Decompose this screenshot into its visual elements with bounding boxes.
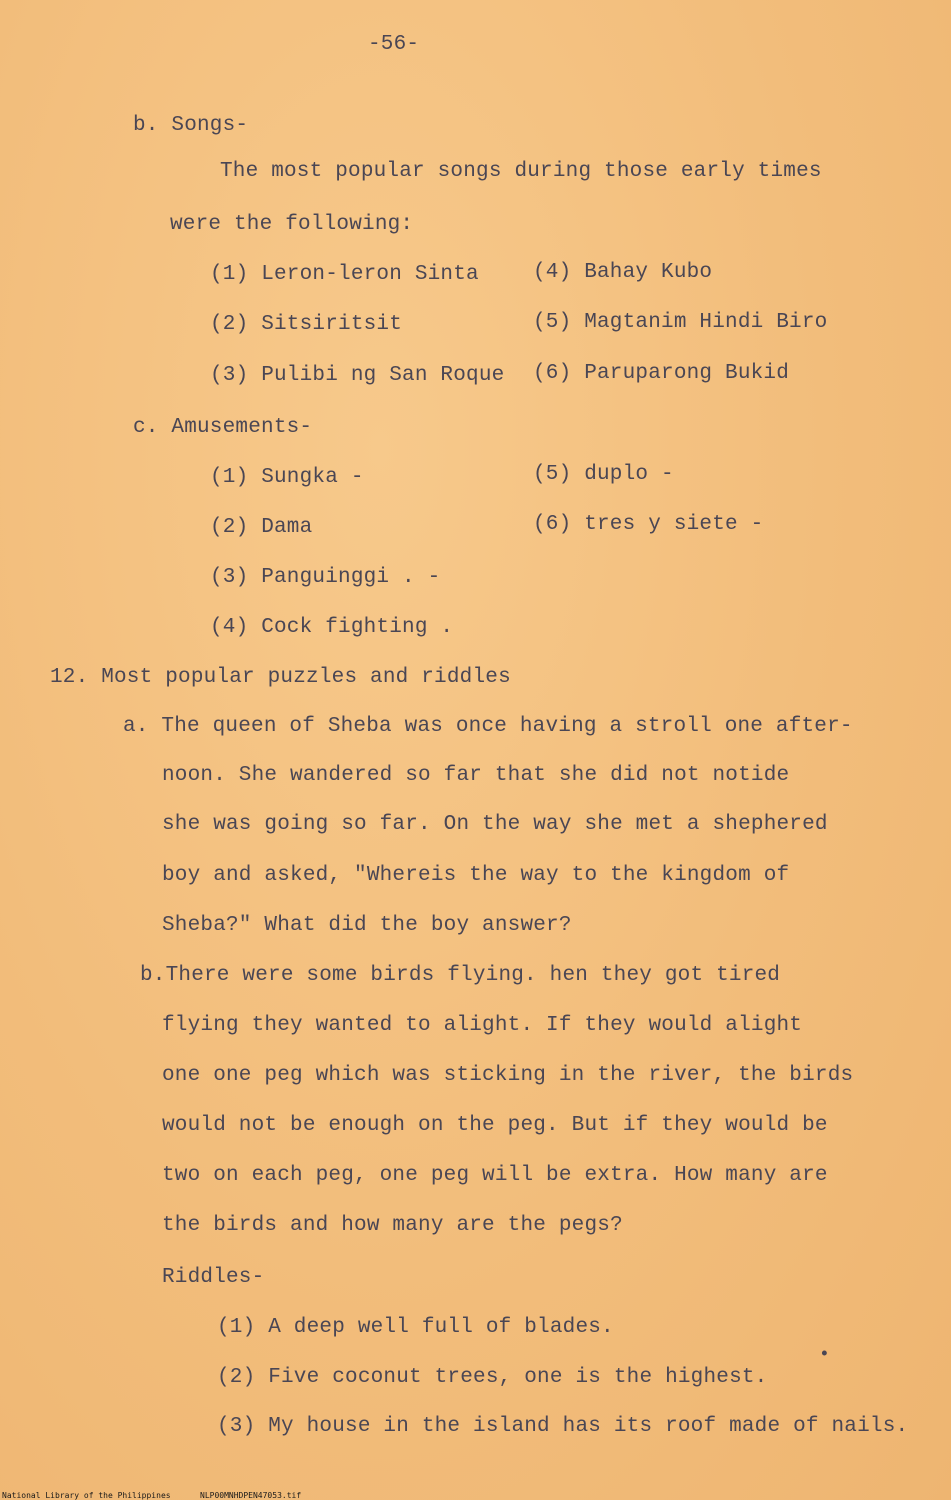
- puzzle-b-line: two on each peg, one peg will be extra. How many are: [162, 1164, 828, 1187]
- puzzle-b-line: would not be enough on the peg. But if they would be: [162, 1114, 828, 1137]
- amusement-item: (3) Panguinggi . -: [210, 566, 441, 589]
- puzzle-a-line: Sheba?" What did the boy answer?: [162, 914, 572, 937]
- songs-intro-line-2: were the following:: [170, 213, 414, 236]
- puzzle-a-line: noon. She wandered so far that she did not notide: [162, 764, 790, 787]
- puzzle-b-line: flying they wanted to alight. If they would alight: [162, 1014, 803, 1037]
- riddle-item: (2) Five coconut trees, one is the highest.: [217, 1366, 768, 1389]
- puzzle-b-line: b.There were some birds flying. hen they got tired: [140, 964, 781, 987]
- page-number: -56-: [368, 33, 420, 56]
- song-item: (5) Magtanim Hindi Biro: [533, 311, 828, 334]
- song-item: (4) Bahay Kubo: [533, 261, 713, 284]
- amusement-item: (5) duplo -: [533, 463, 674, 486]
- puzzle-a-line: boy and asked, "Whereis the way to the kingdom of: [162, 864, 790, 887]
- footer-library: National Library of the Philippines: [2, 1491, 171, 1500]
- riddle-item: (3) My house in the island has its roof made of nails.: [217, 1415, 909, 1438]
- puzzle-a-line: a. The queen of Sheba was once having a stroll one after-: [123, 715, 853, 738]
- amusement-item: (2) Dama: [210, 516, 313, 539]
- amusement-item: (6) tres y siete -: [533, 513, 764, 536]
- riddle-item: (1) A deep well full of blades.: [217, 1316, 614, 1339]
- puzzle-b-line: the birds and how many are the pegs?: [162, 1214, 623, 1237]
- amusement-item: (4) Cock fighting .: [210, 616, 454, 639]
- puzzles-heading: 12. Most popular puzzles and riddles: [50, 666, 511, 689]
- puzzle-a-line: she was going so far. On the way she met a shephered: [162, 813, 828, 836]
- amusements-heading: c. Amusements-: [133, 416, 313, 439]
- song-item: (1) Leron-leron Sinta: [210, 263, 479, 286]
- ink-dot: •: [819, 1345, 830, 1365]
- song-item: (2) Sitsiritsit: [210, 313, 403, 336]
- songs-intro-line-1: The most popular songs during those early times: [220, 160, 822, 183]
- footer-filename: NLP00MNHDPEN47053.tif: [200, 1491, 302, 1500]
- song-item: (6) Paruparong Bukid: [533, 362, 790, 385]
- song-item: (3) Pulibi ng San Roque: [210, 364, 505, 387]
- puzzle-b-line: one one peg which was sticking in the river, the birds: [162, 1064, 854, 1087]
- amusement-item: (1) Sungka -: [210, 466, 364, 489]
- riddles-heading: Riddles-: [162, 1266, 265, 1289]
- songs-heading: b. Songs-: [133, 114, 249, 137]
